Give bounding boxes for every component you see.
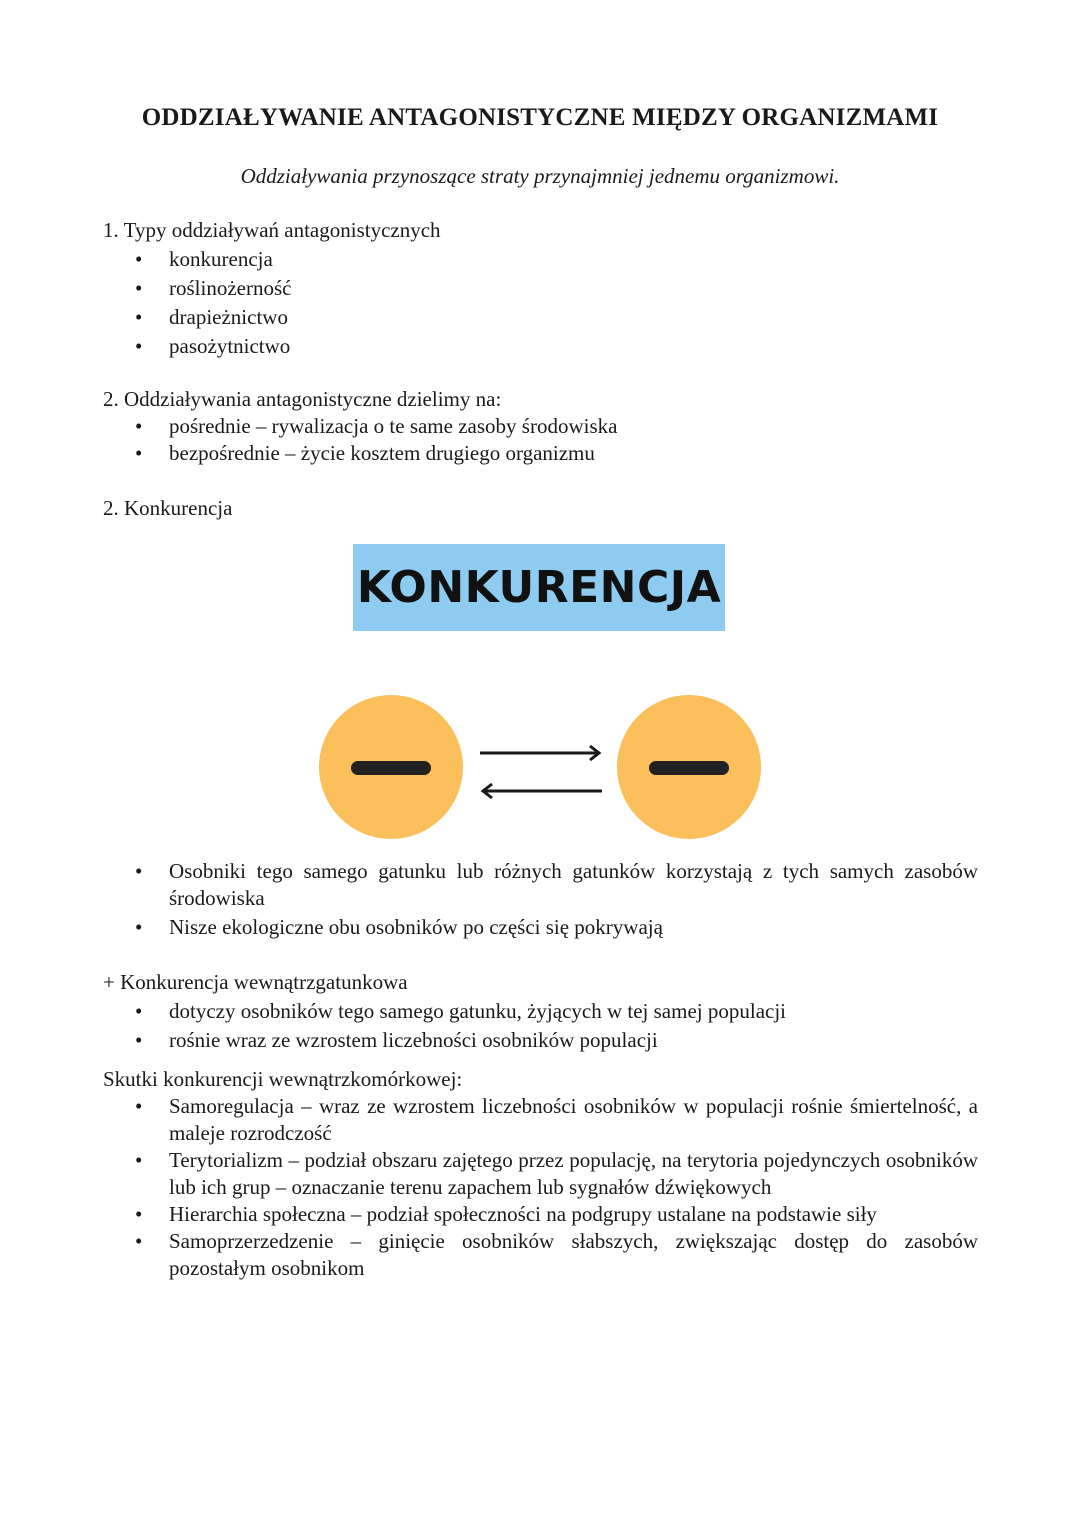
banner-text: KONKURENCJA [356,562,722,613]
list-item: • roślinożerność [103,274,978,303]
competition-banner [353,544,725,631]
section-intraspecific [103,968,978,1055]
list-item: • pośrednie – rywalizacja o te same zasoby środowiska [103,413,978,440]
section-effects [103,1066,978,1282]
section-division [103,386,978,467]
list-item: • konkurencja [103,245,978,274]
minus-icon [351,761,431,775]
right-circle [617,695,761,839]
minus-icon [649,761,729,775]
competition-details-list [103,858,978,941]
list-item: • Hierarchia społeczna – podział społeczności na podgrupy ustalane na podstawie siły [103,1201,978,1228]
list-item: • Samoprzerzedzenie – ginięcie osobników słabszych, zwiększając dostęp do zasobów pozostałym osobnikom [103,1228,978,1282]
bidirectional-arrows-icon [480,746,602,798]
page-title: ODDZIAŁYWANIE ANTAGONISTYCZNE MIĘDZY ORGANIZMAMI [141,104,939,131]
interaction-diagram [318,694,764,840]
list-item: • Nisze ekologiczne obu osobników po części się pokrywają [103,914,978,941]
division-list [103,413,978,467]
effects-list [103,1093,978,1282]
list-item: • pasożytnictwo [103,332,978,361]
intraspecific-list [103,997,978,1055]
list-item: • Samoregulacja – wraz ze wzrostem liczebności osobników w populacji rośnie śmiertelność, a maleje rozrodczość [103,1093,978,1147]
section-heading: 2. Oddziaływania antagonistyczne dzielimy na: [103,387,502,411]
section-heading: + Konkurencja wewnątrzgatunkowa [103,970,408,994]
section-competition-details [103,858,978,941]
section-heading: 2. Konkurencja [103,496,233,520]
section-types [103,216,978,361]
list-item: • drapieżnictwo [103,303,978,332]
section-heading: 1. Typy oddziaływań antagonistycznych [103,218,441,242]
list-item: • Terytorializm – podział obszaru zajętego przez populację, na terytoria pojedynczych osobników lub ich grup – oznaczanie terenu zapachem lub sygnałów dźwiękowych [103,1147,978,1201]
list-item: • bezpośrednie – życie kosztem drugiego organizmu [103,440,978,467]
section-heading: Skutki konkurencji wewnątrzkomórkowej: [103,1067,463,1091]
page-subtitle: Oddziaływania przynoszące straty przynajmniej jednemu organizmowi. [240,164,840,188]
types-list [103,245,978,361]
section-competition [103,494,978,523]
list-item: • dotyczy osobników tego samego gatunku, żyjących w tej samej populacji [103,997,978,1026]
list-item: • rośnie wraz ze wzrostem liczebności osobników populacji [103,1026,978,1055]
left-circle [319,695,463,839]
list-item: • Osobniki tego samego gatunku lub różnych gatunków korzystają z tych samych zasobów środowiska [103,858,978,912]
